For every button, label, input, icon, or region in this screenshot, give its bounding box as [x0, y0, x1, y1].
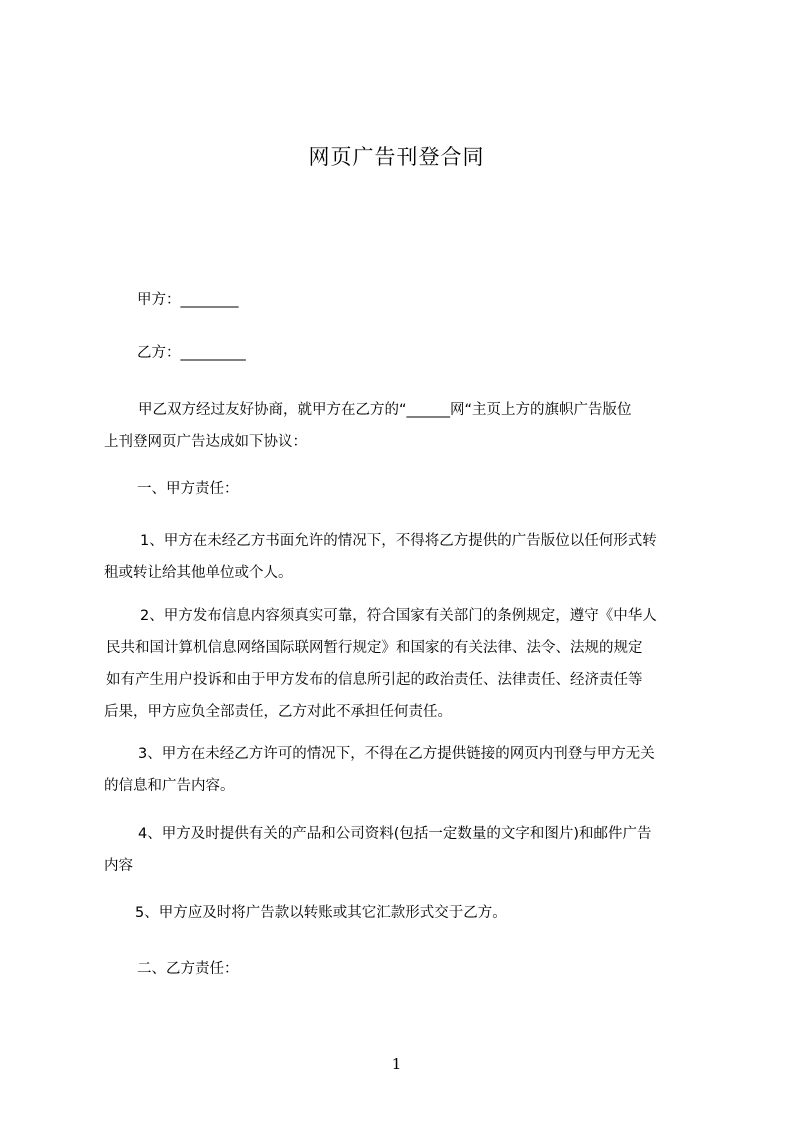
page-number: 1 [391, 1055, 402, 1073]
clause-2-paragraph [104, 600, 710, 728]
clause-2-line-2: 民共和国计算机信息网络国际联网暂行规定》和国家的有关法律、法令、法规的规定 [106, 640, 643, 656]
clause-3-line-1: 3、甲方在未经乙方许可的情况下，不得在乙方提供链接的网页内刊登与甲方无关 [138, 746, 655, 762]
clause-5-line: 5、甲方应及时将广告款以转账或其它汇款形式交于乙方。 [135, 905, 507, 921]
clause-4-line-2: 内容 [104, 858, 133, 874]
clause-4-paragraph [104, 818, 710, 882]
clause-2-line-3: 如有产生用户投诉和由于甲方发布的信息所引起的政治责任、法律责任、经济责任等 [106, 672, 643, 688]
section-1-heading: 一、甲方责任： [137, 481, 239, 497]
intro-paragraph [104, 394, 710, 458]
clause-2-line-4: 后果，甲方应负全部责任，乙方对此不承担任何责任。 [104, 704, 452, 720]
party-a-line: 甲方：________ [137, 292, 239, 308]
party-b-line: 乙方：_________ [137, 345, 246, 361]
section-2-heading: 二、乙方责任： [137, 961, 239, 977]
clause-3-paragraph [104, 738, 710, 802]
page-title: 网页广告刊登合同 [308, 145, 485, 169]
clause-3-line-2: 的信息和广告内容。 [104, 778, 235, 794]
intro-line-2: 上刊登网页广告达成如下协议： [104, 434, 307, 450]
clause-2-line-1: 2、甲方发布信息内容须真实可靠，符合国家有关部门的条例规定，遵守《中华人 [140, 608, 657, 624]
clause-1-line-1: 1、甲方在未经乙方书面允许的情况下，不得将乙方提供的广告版位以任何形式转 [140, 533, 657, 549]
clause-1-line-2: 租或转让给其他单位或个人。 [104, 565, 293, 581]
clause-1-paragraph [104, 525, 710, 589]
clause-4-line-1: 4、甲方及时提供有关的产品和公司资料(包括一定数量的文字和图片)和邮件广告 [138, 826, 652, 842]
intro-line-1: 甲乙双方经过友好协商，就甲方在乙方的“______网“主页上方的旗帜广告版位 [138, 402, 632, 418]
